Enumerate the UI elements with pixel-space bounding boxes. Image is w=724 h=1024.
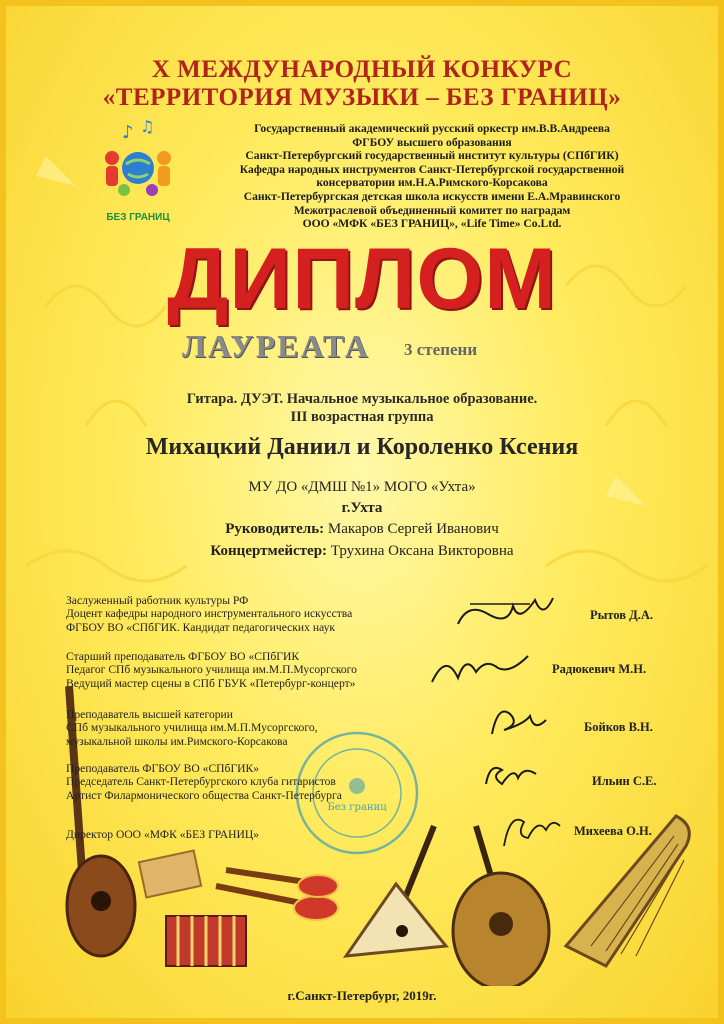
jury-title-line: ФГБОУ ВО «СПбГИК. Кандидат педагогических наук	[66, 620, 336, 634]
jury-member-3-credentials	[66, 708, 406, 748]
jury-member-2-credentials	[66, 650, 406, 690]
wooden-box-icon	[139, 851, 201, 898]
jury-title-line: музыкальной школы им.Римского-Корсакова	[66, 734, 288, 748]
school-name: МУ ДО «ДМШ №1» МОГО «Ухта»	[248, 479, 476, 495]
leader-line	[6, 521, 718, 538]
signature-boykov	[484, 700, 554, 744]
organizer-line: ООО «МФК «БЕЗ ГРАНИЦ», «Life Time» Co.Ltd.	[302, 217, 562, 231]
svg-text:Без границ: Без границ	[327, 802, 387, 813]
jury-title-line: Председатель Санкт-Петербургского клуба гитаристов	[66, 775, 336, 789]
signature-rytov	[450, 594, 560, 638]
svg-text:♪: ♪	[122, 122, 134, 143]
leader-label: Руководитель:	[225, 521, 325, 537]
category-line1: Гитара. ДУЭТ. Начальное музыкальное образование.	[186, 391, 538, 407]
jury-member-5-credentials	[66, 828, 406, 841]
jury-title-line: Заслуженный работник культуры РФ	[66, 594, 249, 607]
contest-title-line1: X МЕЖДУНАРОДНЫЙ КОНКУРС	[151, 56, 573, 83]
organizer-line: Государственный академический русский оркестр им.В.В.Андреева	[254, 122, 610, 135]
organizer-line: Санкт-Петербургский государственный институт культуры (СПбГИК)	[245, 149, 619, 163]
jury-title-line: Преподаватель ФГБОУ ВО «СПбГИК»	[66, 762, 260, 775]
organizer-line: консерватории им.Н.А.Римского-Корсакова	[316, 176, 548, 190]
jury-member-1-credentials	[66, 594, 406, 634]
jury-name: Михеева О.Н.	[574, 824, 652, 838]
svg-text:♫: ♫	[140, 117, 155, 136]
category-line2: III возрастная группа	[290, 409, 434, 425]
organizers-list	[182, 122, 682, 231]
contest-title	[6, 56, 718, 112]
category	[6, 390, 718, 426]
laureate-label: ЛАУРЕАТА	[182, 328, 370, 364]
jury-name: Бойков В.Н.	[584, 720, 653, 734]
jury-title-line: СПб музыкального училища им.М.П.Мусоргского,	[66, 721, 318, 735]
city-name: г.Ухта	[341, 500, 383, 516]
jury-title-line: Старший преподаватель ФГБОУ ВО «СПбГИК	[66, 650, 300, 663]
jury-title-line: Доцент кафедры народного инструментального искусства	[66, 607, 353, 621]
organizer-line: Санкт-Петербургская детская школа искусств имени Е.А.Мравинского	[243, 189, 621, 203]
contest-logo	[98, 116, 178, 226]
jury-name: Рытов Д.А.	[590, 608, 654, 622]
organizer-line: Кафедра народных инструментов Санкт-Петербургской государственной	[239, 162, 625, 176]
leader-name: Макаров Сергей Иванович	[327, 521, 499, 537]
signature-mikheeva	[496, 806, 566, 854]
degree-label: 3 степени	[404, 340, 478, 359]
jury-title-line: Педагог СПб музыкального училища им.М.П.Мусоргского	[66, 663, 357, 677]
jury-title-line: Ведущий мастер сцены в СПб ГБУК «Петербург-концерт»	[66, 676, 356, 690]
diploma-title: ДИПЛОМ	[167, 231, 557, 327]
children-globe-icon	[98, 116, 178, 212]
jury-name: Радюкевич М.Н.	[552, 662, 647, 676]
accompanist-label: Концертмейстер:	[210, 543, 328, 559]
accompanist-line	[6, 543, 718, 560]
accompanist-name: Трухина Оксана Викторовна	[330, 543, 514, 559]
wooden-spoons-icon	[216, 870, 338, 920]
jury-member-4-credentials	[66, 762, 406, 802]
jury-title-line: Директор ООО «МФК «БЕЗ ГРАНИЦ»	[66, 828, 260, 841]
jury-title-line: Преподаватель высшей категории	[66, 708, 233, 721]
organizer-line: ФГБОУ высшего образования	[352, 135, 512, 149]
jury-name: Ильин С.Е.	[592, 774, 657, 788]
participants-names: Михацкий Даниил и Короленко Ксения	[145, 434, 579, 460]
jury-title-line: Артист Филармонического общества Санкт-Петербурга	[66, 788, 342, 802]
signature-ilyin	[476, 754, 546, 798]
contest-title-line2: «ТЕРРИТОРИЯ МУЗЫКИ – БЕЗ ГРАНИЦ»	[102, 84, 622, 111]
organizer-line: Межотраслевой объединенный комитет по наградам	[293, 203, 571, 217]
signature-radyukevich	[426, 646, 536, 690]
accordion-icon	[166, 916, 246, 966]
issue-place-date: г.Санкт-Петербург, 2019г.	[287, 988, 437, 1003]
logo-text: БЕЗ ГРАНИЦ	[106, 212, 170, 223]
